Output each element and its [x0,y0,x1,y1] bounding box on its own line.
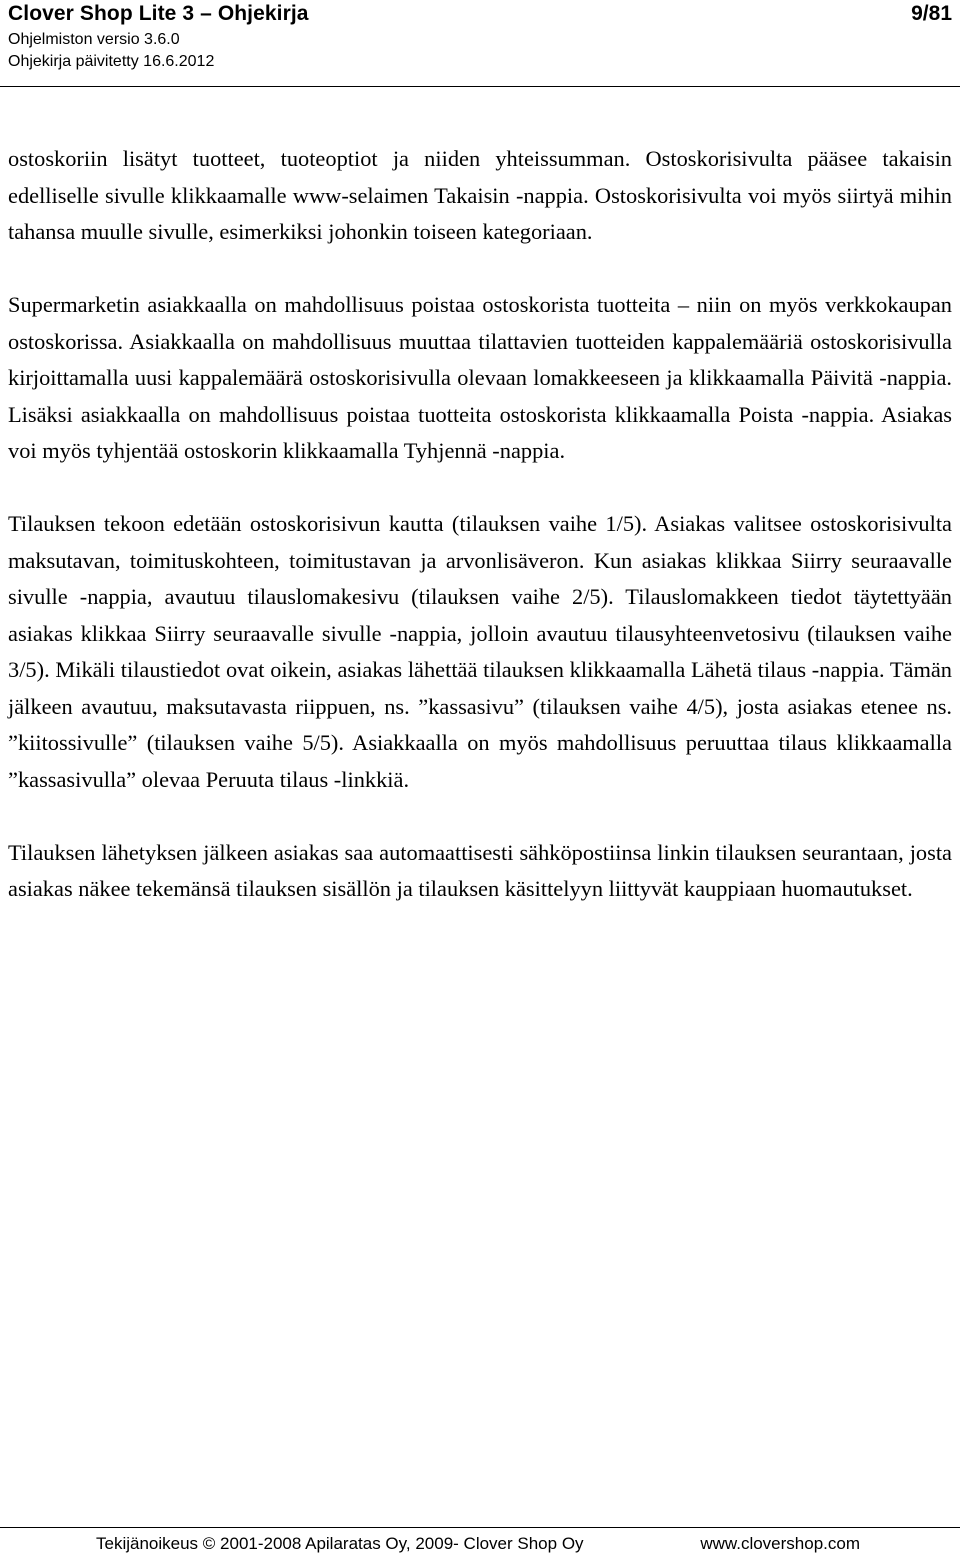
website-link[interactable]: www.clovershop.com [700,1534,860,1553]
paragraph: ostoskoriin lisätyt tuotteet, tuoteoptiot ja niiden yhteissumman. Ostoskorisivulta pääsee takaisin edelliselle sivulle klikkaamalle www-selaimen Takaisin -nappia. Ostoskorisivulta voi myös siirtyä mihin tahansa muulle sivulle, esimerkiksi johonkin toiseen kategoriaan. [8,146,952,244]
page-number: 9/81 [911,2,952,25]
paragraph: Tilauksen lähetyksen jälkeen asiakas saa automaattisesti sähköpostiinsa linkin tilauksen seurantaan, josta asiakas näkee tekemänsä tilauksen sisällön ja tilauksen käsittelyyn liittyvät kauppiaan huomautukset. [8,839,952,901]
copyright-notice: Tekijänoikeus © 2001-2008 Apilaratas Oy, 2009- Clover Shop Oy [96,1534,584,1553]
manual-updated-date: Ohjekirja päivitetty 16.6.2012 [8,53,215,70]
software-version: Ohjelmiston versio 3.6.0 [8,31,180,48]
paragraph: Supermarketin asiakkaalla on mahdollisuus poistaa ostoskorista tuotteita – niin on myös verkkokaupan ostoskorissa. Asiakkaalla on mahdollisuus muuttaa tilattavien tuotteiden kappalemääriä ostoskorisivulla kirjoittamalla uusi kappalemäärä ostoskorisivulla olevaan lomakkeeseen ja klikkaamalla Päivitä -nappia. Lisäksi asiakkaalla on mahdollisuus poistaa tuotteita ostoskorista klikkaamalla Poista -nappia. Asiakas voi myös tyhjentää ostoskorin klikkaamalla Tyhjennä -nappia. [8,292,952,463]
page-header [0,0,960,87]
document-body [8,141,952,908]
paragraph: Tilauksen tekoon edetään ostoskorisivun kautta (tilauksen vaihe 1/5). Asiakas valitsee ostoskorisivulta maksutavan, toimituskohteen, toimitustavan ja arvonlisäveron. Kun asiakas klikkaa Siirry seuraavalle sivulle -nappia, avautuu tilauslomakesivu (tilauksen vaihe 2/5). Tilauslomakkeen tiedot täytettyään asiakas klikkaa Siirry seuraavalle sivulle -nappia, jolloin avautuu tilausyhteenvetosivu (tilauksen vaihe 3/5). Mikäli tilaustiedot ovat oikein, asiakas lähettää tilauksen klikkaamalla Lähetä tilaus -nappia. Tämän jälkeen avautuu, maksutavasta riippuen, ns. ”kassasivu” (tilauksen vaihe 4/5), josta asiakas etenee ns. ”kiitossivulle” (tilauksen vaihe 5/5). Asiakkaalla on myös mahdollisuus peruuttaa tilaus klikkaamalla ”kassasivulla” olevaa Peruuta tilaus -linkkiä. [8,511,952,792]
page-footer [0,1527,960,1555]
document-title: Clover Shop Lite 3 – Ohjekirja [8,2,309,25]
